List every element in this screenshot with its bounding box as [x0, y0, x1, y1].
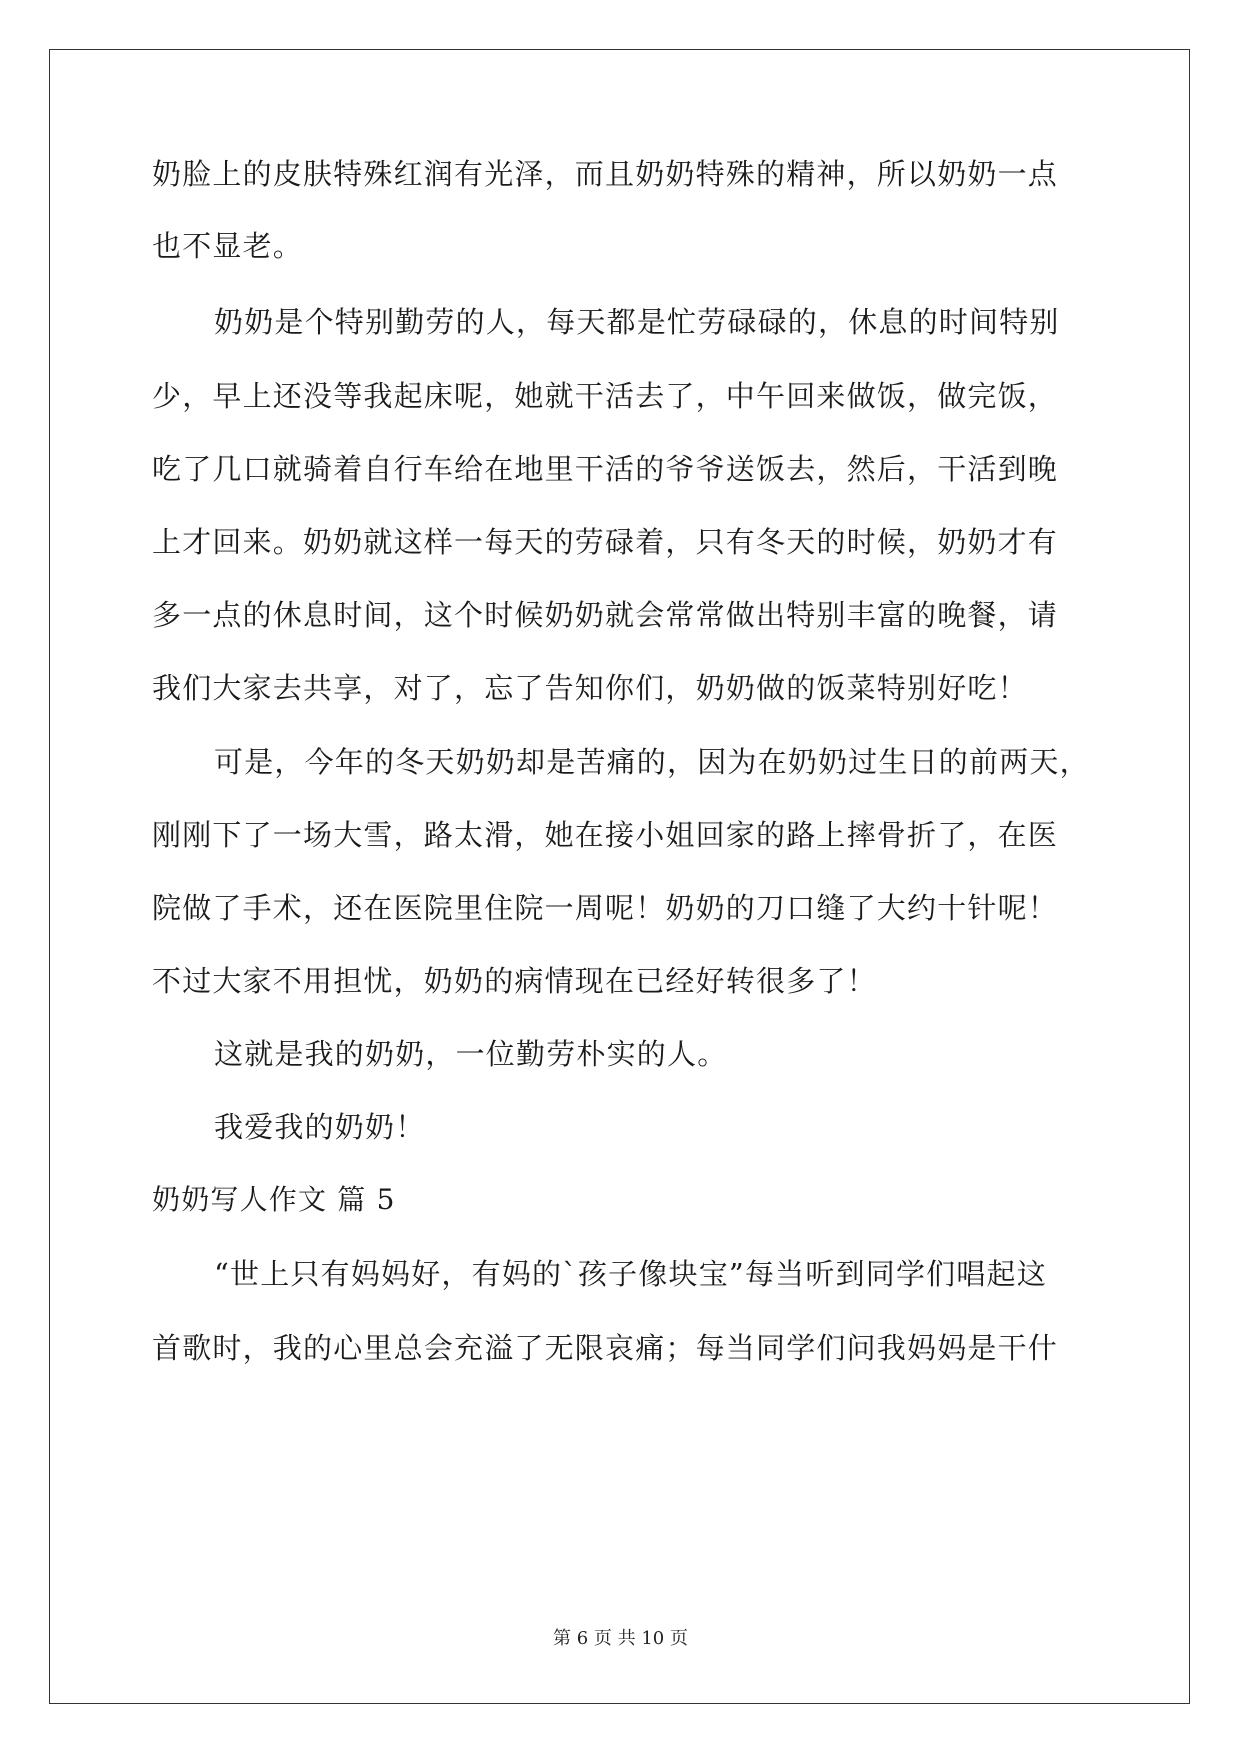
text-line: 少，早上还没等我起床呢，她就干活去了，中午回来做饭，做完饭，	[152, 379, 1059, 413]
page-number-footer: 第 6 页 共 10 页	[553, 1628, 688, 1649]
paragraph-first-line: 可是，今年的冬天奶奶却是苦痛的，因为在奶奶过生日的前两天，	[214, 745, 1090, 779]
paragraph-first-line: 这就是我的奶奶，一位勤劳朴实的人。	[214, 1037, 728, 1071]
section-heading: 奶奶写人作文 篇 5	[152, 1183, 396, 1216]
text-line: 首歌时，我的心里总会充溢了无限哀痛；每当同学们问我妈妈是干什	[152, 1331, 1059, 1365]
text-line: 奶脸上的皮肤特殊红润有光泽，而且奶奶特殊的精神，所以奶奶一点	[152, 157, 1059, 191]
text-line: 上才回来。奶奶就这样一每天的劳碌着，只有冬天的时候，奶奶才有	[152, 525, 1059, 559]
text-line: 我们大家去共享，对了，忘了告知你们，奶奶做的饭菜特别好吃！	[152, 671, 1028, 705]
text-line: 不过大家不用担忧，奶奶的病情现在已经好转很多了！	[152, 964, 877, 998]
paragraph-first-line: 奶奶是个特别勤劳的人，每天都是忙劳碌碌的，休息的时间特别	[214, 305, 1060, 339]
text-line: 院做了手术，还在医院里住院一周呢！奶奶的刀口缝了大约十针呢！	[152, 891, 1059, 925]
text-line: 也不显老。	[152, 229, 304, 263]
text-line: 吃了几口就骑着自行车给在地里干活的爷爷送饭去，然后，干活到晚	[152, 452, 1059, 486]
paragraph-first-line: 我爱我的奶奶！	[214, 1110, 426, 1144]
text-line: 刚刚下了一场大雪，路太滑，她在接小姐回家的路上摔骨折了，在医	[152, 818, 1059, 852]
text-line: 多一点的休息时间，这个时候奶奶就会常常做出特别丰富的晚餐，请	[152, 598, 1059, 632]
paragraph-first-line: “世上只有妈妈好，有妈的`孩子像块宝”每当听到同学们唱起这	[214, 1257, 1047, 1291]
page-border	[49, 49, 1190, 1704]
